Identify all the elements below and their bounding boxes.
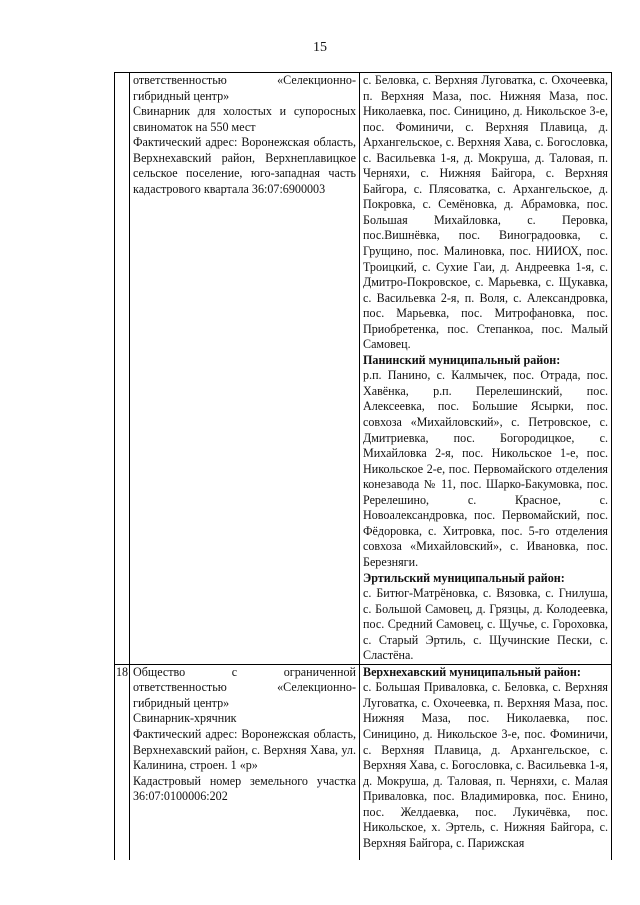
row-number: 18	[115, 664, 130, 860]
object-facility: Свинарник для холостых и супоросных свиноматок на 550 мест	[133, 104, 356, 134]
object-address: Фактический адрес: Воронежская область, Верхнехавский район, Верхнеплавицкое сельское поселение, юго-западная часть кадастрового квартала 36:07:6900003	[133, 135, 356, 196]
object-cell	[130, 73, 360, 665]
settlement-list: с. Битюг-Матрёновка, с. Вязовка, с. Гнилуша, с. Большой Самовец, д. Грязцы, д. Колодеевка, пос. Средний Самовец, с. Щучье, с. Гороховка, с. Старый Эртиль, с. Щучинские Пески, с. Сластёна.	[363, 586, 608, 663]
table-row	[115, 664, 612, 860]
object-facility: Свинарник-хрячник	[133, 711, 237, 726]
table-row	[115, 73, 612, 665]
regulations-table	[114, 72, 612, 860]
page-number: 15	[313, 40, 327, 55]
object-cadastral-number: Кадастровый номер земельного участка 36:07:0100006:202	[133, 773, 356, 804]
district-heading: Эртильский муниципальный район:	[363, 570, 565, 585]
object-cell	[130, 664, 360, 860]
settlement-list: с. Беловка, с. Верхняя Луговатка, с. Охочеевка, п. Верхняя Маза, пос. Нижняя Маза, пос. Николаевка, пос. Синицино, д. Никольское 3-е, пос. Фоминичи, с. Верхняя Плавица, д. Архангельское, с. Верхняя Хава, с. Богословка, с. Васильевка 1-я, д. Мокруша, д. Таловая, п. Черняхи, с. Нижняя Байгора, с. Верхняя Байгора, с. Плясоватка, с. Архангельское, д. Покровка, с. Семёновка, д. Абрамовка, пос. Большая Михайловка, с. Перовка, пос.Вишнёвка, пос. Виноградоовка, с. Грущино, пос. Малиновка, пос. НИИОХ, пос. Троицкий, с. Сухие Гаи, д. Андреевка 1-я, с. Дмитро-Покровское, с. Марьевка, с. Щукавка, с. Васильевка 2-я, п. Воля, с. Александровка, пос. Марьевка, пос. Митрофановка, пос. Приобретенка, пос. Степанкоа, пос. Малый Самовец.	[363, 73, 608, 352]
object-owner: ответственностью «Селекционно-гибридный центр»	[133, 73, 356, 103]
settlement-list: с. Большая Приваловка, с. Беловка, с. Верхняя Луговатка, с. Охочеевка, п. Верхняя Маза, пос. Нижняя Маза, пос. Николаевка, пос. Синицино, д. Никольское 3-е, пос. Фоминичи, с. Верхняя Плавица, д. Архангельское, с. Верхняя Хава, с. Богословка, с. Васильевка 1-я, д. Мокруша, д. Таловая, п. Черняхи, с. Малая Приваловка, пос. Владимировка, пос. Енино, пос. Желдаевка, пос. Лукичёвка, пос. Никольское, х. Эртель, с. Нижняя Байгора, с. Верхняя Байгора, с. Парижская	[363, 680, 608, 850]
district-heading: Панинский муниципальный район:	[363, 352, 561, 367]
settlement-list: р.п. Панино, с. Калмычек, пос. Отрада, пос. Хавёнка, р.п. Перелешинский, пос. Алексеевка, пос. Большие Ясырки, пос. совхоза «Михайловский», с. Петровское, с. Дмитриевка, пос. Богородицкое, с. Михайловка 2-я, пос. Никольское 1-е, пос. Никольское 2-е, пос. Первомайского отделения конезавода № 11, пос. Шарко-Бакумовка, пос. Ререлешино, с. Красное, с. Новоалександровка, пос. Первомайский, пос. Фёдоровка, с. Хитровка, пос. 5-го отделения совхоза «Михайловский», с. Ивановка, пос. Березняги.	[363, 368, 608, 569]
zone-cell	[360, 664, 612, 860]
object-address: Фактический адрес: Воронежская область, Верхнехавский район, с. Верхняя Хава, ул. Калинина, строен. 1 «р»	[133, 726, 356, 773]
object-owner: Общество с ограниченной ответственностью «Селекционно-гибридный центр»	[133, 664, 356, 710]
zone-cell	[360, 73, 612, 665]
row-number	[115, 73, 130, 665]
district-heading: Верхнехавский муниципальный район:	[363, 664, 581, 679]
